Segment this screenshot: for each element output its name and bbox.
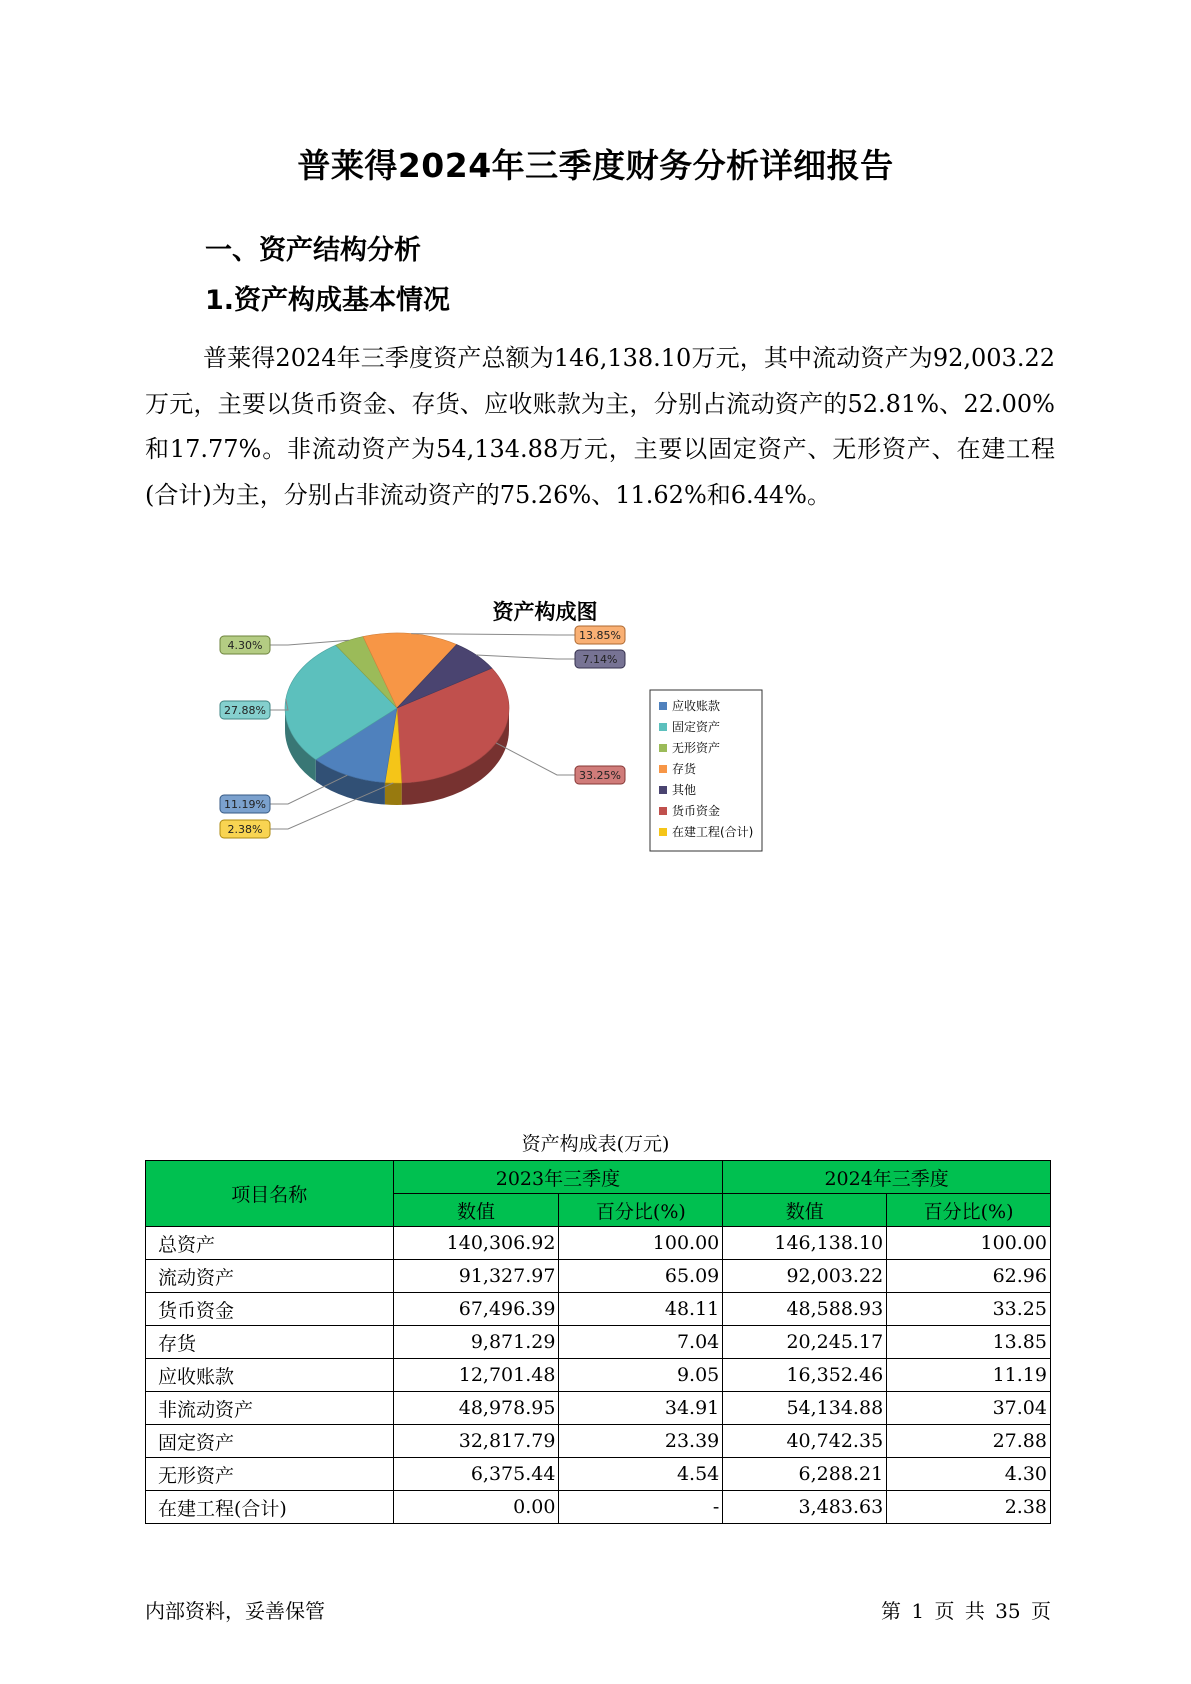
- data-label: 33.25%: [579, 769, 621, 782]
- table-row: [146, 1227, 1051, 1260]
- cell-v2: 48,588.93: [723, 1293, 887, 1326]
- legend-swatch: [659, 723, 667, 731]
- footer-page-number: 第 1 页 共 35 页: [881, 1599, 1051, 1623]
- header-percent: 百分比(%): [887, 1194, 1051, 1227]
- row-label: 货币资金: [146, 1293, 394, 1326]
- table-row: [146, 1326, 1051, 1359]
- cell-v1: 67,496.39: [393, 1293, 559, 1326]
- data-label: 27.88%: [224, 704, 266, 717]
- cell-p1: 7.04: [559, 1326, 723, 1359]
- section-heading: 一、资产结构分析: [205, 235, 421, 266]
- legend-entry: 应收账款: [672, 699, 721, 713]
- cell-v2: 3,483.63: [723, 1491, 887, 1524]
- cell-p1: 23.39: [559, 1425, 723, 1458]
- data-label: 11.19%: [224, 798, 266, 811]
- cell-v1: 6,375.44: [393, 1458, 559, 1491]
- cell-p1: 100.00: [559, 1227, 723, 1260]
- cell-v1: 32,817.79: [393, 1425, 559, 1458]
- cell-p2: 37.04: [887, 1392, 1051, 1425]
- legend-entry: 固定资产: [672, 720, 721, 734]
- asset-structure-table: [145, 1160, 1051, 1524]
- leader-line: [496, 743, 575, 775]
- cell-p1: 34.91: [559, 1392, 723, 1425]
- data-label: 13.85%: [579, 629, 621, 642]
- cell-v2: 54,134.88: [723, 1392, 887, 1425]
- cell-v2: 40,742.35: [723, 1425, 887, 1458]
- subsection-heading: 1.资产构成基本情况: [205, 285, 451, 316]
- header-item-name: 项目名称: [146, 1161, 394, 1227]
- legend-swatch: [659, 765, 667, 773]
- legend-swatch: [659, 828, 667, 836]
- legend-entry: 存货: [672, 762, 697, 776]
- cell-p2: 100.00: [887, 1227, 1051, 1260]
- legend-entry: 货币资金: [672, 804, 721, 818]
- data-label: 2.38%: [227, 823, 263, 836]
- cell-p1: 9.05: [559, 1359, 723, 1392]
- header-value: 数值: [723, 1194, 887, 1227]
- cell-p1: 65.09: [559, 1260, 723, 1293]
- cell-v1: 140,306.92: [393, 1227, 559, 1260]
- cell-p2: 62.96: [887, 1260, 1051, 1293]
- chart-title: 资产构成图: [492, 600, 598, 624]
- legend-swatch: [659, 702, 667, 710]
- leader-line: [270, 640, 349, 645]
- cell-p2: 11.19: [887, 1359, 1051, 1392]
- table-row: [146, 1293, 1051, 1326]
- header-period-2024: 2024年三季度: [723, 1161, 1051, 1194]
- cell-v1: 48,978.95: [393, 1392, 559, 1425]
- table-row: [146, 1425, 1051, 1458]
- leader-line: [476, 655, 575, 659]
- cell-v2: 16,352.46: [723, 1359, 887, 1392]
- leader-line: [411, 634, 575, 635]
- cell-v1: 12,701.48: [393, 1359, 559, 1392]
- row-label: 流动资产: [146, 1260, 394, 1293]
- row-label: 总资产: [146, 1227, 394, 1260]
- table-row: [146, 1392, 1051, 1425]
- cell-p2: 33.25: [887, 1293, 1051, 1326]
- header-value: 数值: [393, 1194, 559, 1227]
- cell-p1: -: [559, 1491, 723, 1524]
- legend-entry: 无形资产: [672, 741, 721, 755]
- cell-p1: 4.54: [559, 1458, 723, 1491]
- row-label: 无形资产: [146, 1458, 394, 1491]
- cell-v2: 146,138.10: [723, 1227, 887, 1260]
- cell-v1: 91,327.97: [393, 1260, 559, 1293]
- legend-entry: 在建工程(合计): [672, 825, 754, 839]
- row-label: 非流动资产: [146, 1392, 394, 1425]
- table-row: [146, 1359, 1051, 1392]
- table-row: [146, 1491, 1051, 1524]
- cell-v1: 0.00: [393, 1491, 559, 1524]
- table-row: [146, 1260, 1051, 1293]
- table-row: [146, 1458, 1051, 1491]
- cell-v2: 20,245.17: [723, 1326, 887, 1359]
- chart-legend: [650, 690, 762, 851]
- legend-entry: 其他: [672, 783, 697, 797]
- page-title: 普莱得2024年三季度财务分析详细报告: [297, 146, 894, 185]
- pie-slices: [285, 633, 509, 783]
- data-label: 7.14%: [582, 653, 618, 666]
- cell-v1: 9,871.29: [393, 1326, 559, 1359]
- summary-paragraph: 普莱得2024年三季度资产总额为146,138.10万元，其中流动资产为92,003.22万元，主要以货币资金、存货、应收账款为主，分别占流动资产的52.81%、22.00%和17.77%。非流动资产为54,134.88万元，主要以固定资产、无形资产、在建工程(合计)为主，分别占非流动资产的75.26%、11.62%和6.44%。: [145, 344, 1055, 509]
- legend-swatch: [659, 807, 667, 815]
- table-caption: 资产构成表(万元): [521, 1133, 670, 1155]
- header-period-2023: 2023年三季度: [393, 1161, 723, 1194]
- cell-v2: 92,003.22: [723, 1260, 887, 1293]
- asset-pie-chart: [190, 595, 850, 925]
- cell-p1: 48.11: [559, 1293, 723, 1326]
- cell-v2: 6,288.21: [723, 1458, 887, 1491]
- legend-swatch: [659, 744, 667, 752]
- footer-confidential: 内部资料，妥善保管: [145, 1599, 325, 1623]
- row-label: 固定资产: [146, 1425, 394, 1458]
- row-label: 应收账款: [146, 1359, 394, 1392]
- cell-p2: 4.30: [887, 1458, 1051, 1491]
- cell-p2: 13.85: [887, 1326, 1051, 1359]
- legend-swatch: [659, 786, 667, 794]
- cell-p2: 27.88: [887, 1425, 1051, 1458]
- data-label: 4.30%: [227, 639, 263, 652]
- header-percent: 百分比(%): [559, 1194, 723, 1227]
- row-label: 在建工程(合计): [146, 1491, 394, 1524]
- row-label: 存货: [146, 1326, 394, 1359]
- cell-p2: 2.38: [887, 1491, 1051, 1524]
